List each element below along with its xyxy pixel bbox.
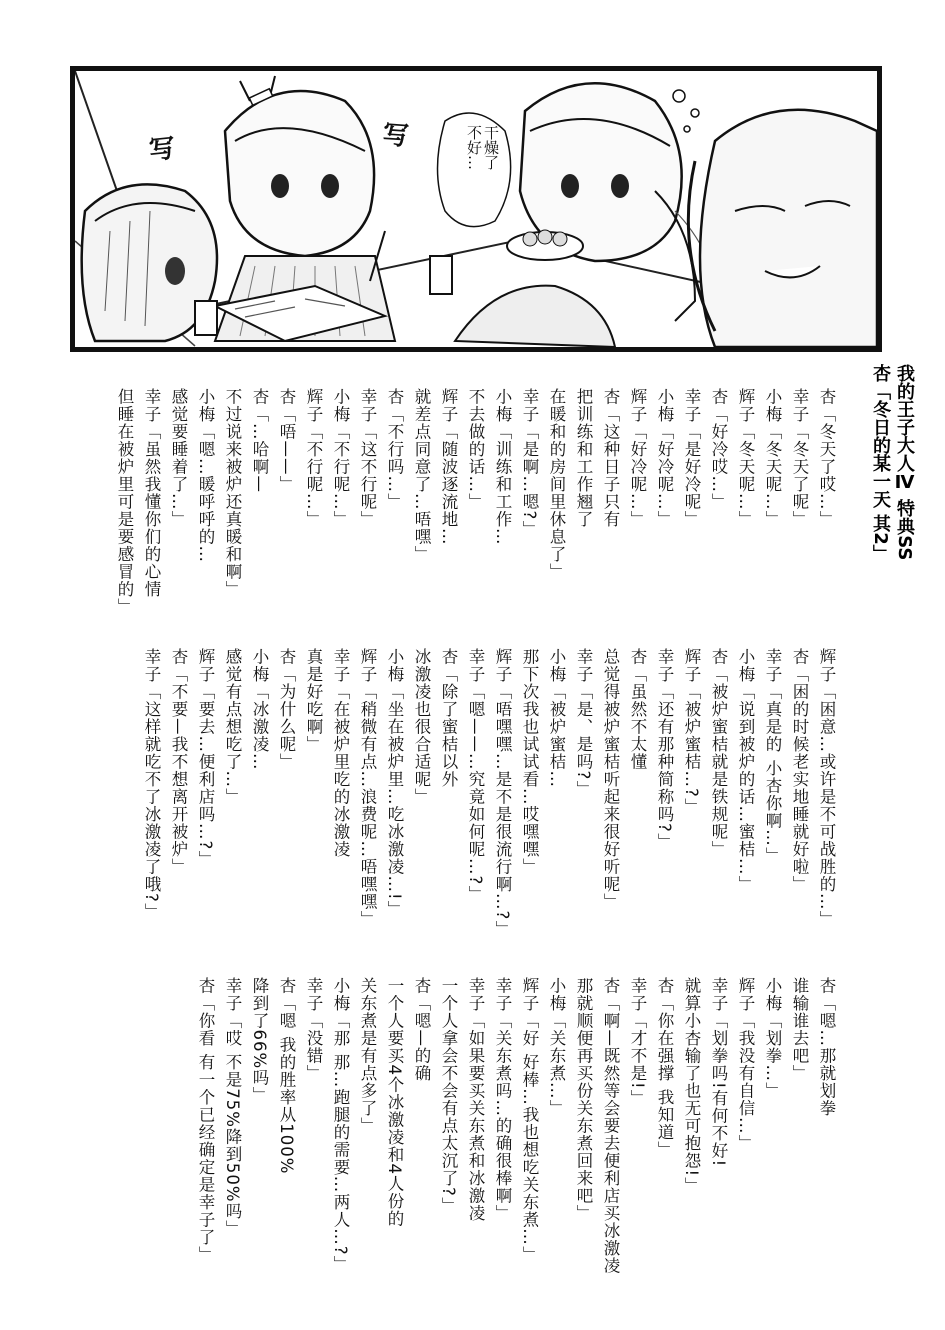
dialogue-line: 小梅「说到被炉的话…蜜桔…」 — [736, 648, 755, 893]
dialogue-line: 辉子「困意…或许是不可战胜的…」 — [817, 648, 836, 928]
dialogue-line: 杏「不要—我不想离开被炉」 — [169, 648, 188, 876]
dialogue-line: 辉子「稍微有点…浪费呢…唔嘿嘿」 — [358, 648, 377, 928]
dialogue-line: 感觉有点想吃了…」 — [223, 648, 242, 806]
dialogue-line: 一个人拿会不会有点太沉了?」 — [439, 977, 458, 1215]
dialogue-line: 辉子「好冷呢…」 — [628, 388, 647, 528]
dialogue-line: 幸子「虽然我懂你们的心情 — [142, 388, 161, 598]
dialogue-line: 那下次我也试试看…哎嘿嘿」 — [520, 648, 539, 876]
title-line-2: 杏「冬日的某一天 其2」 — [870, 364, 891, 563]
dialogue-line: 但睡在被炉里可是要感冒的」 — [115, 388, 134, 616]
dialogue-line: 幸子「真是的 小杏你啊…」 — [763, 648, 782, 865]
dialogue-line: 不去做的话…」 — [466, 388, 485, 511]
dialogue-line: 杏「困的时候老实地睡就好啦」 — [790, 648, 809, 893]
dialogue-line: 降到了66%吗」 — [250, 977, 269, 1105]
dialogue-line: 辉子「好 好棒…我也想吃关东煮…」 — [520, 977, 539, 1264]
script-block-2 — [138, 648, 840, 938]
dialogue-line: 把训练和工作翘了 — [574, 388, 593, 528]
dialogue-line: 杏「为什么呢」 — [277, 648, 296, 771]
sfx-writing-right: 写 — [381, 120, 409, 152]
dialogue-line: 辉子「被炉蜜桔…?」 — [682, 648, 701, 816]
dialogue-line: 就算小杏输了也无可抱怨!」 — [682, 977, 701, 1195]
dialogue-line: 杏「唔——」 — [277, 388, 296, 493]
dialogue-line: 杏「除了蜜桔以外 — [439, 648, 458, 788]
dialogue-line: 杏「嗯—的确 — [412, 977, 431, 1082]
dialogue-line: 幸子「这样就吃不了冰激凌了哦?」 — [142, 648, 161, 921]
dialogue-line: 杏「你在强撑 我知道」 — [655, 977, 674, 1159]
dialogue-line: 小梅「冬天呢…」 — [763, 388, 782, 528]
dialogue-line: 幸子「如果要买关东煮和冰激凌 — [466, 977, 485, 1222]
dialogue-line: 小梅「冰激凌… — [250, 648, 269, 771]
dialogue-line: 关东煮是有点多了」 — [358, 977, 377, 1135]
dialogue-line: 杏「…哈啊— — [250, 388, 269, 493]
dialogue-line: 小梅「关东煮…」 — [547, 977, 566, 1117]
dialogue-line: 幸子「是、是吗?」 — [574, 648, 593, 798]
illustration-panel — [70, 66, 882, 352]
dialogue-line: 杏「啊—既然等会要去便利店买冰激凌 — [601, 977, 620, 1275]
dialogue-line: 杏「不行吗…」 — [385, 388, 404, 511]
title-line-1: 我的王子大人Ⅳ 特典SS — [894, 364, 915, 561]
dialogue-line: 幸子「哎 不是75%降到50%吗」 — [223, 977, 242, 1238]
dialogue-line: 幸子「才不是!」 — [628, 977, 647, 1108]
dialogue-line: 杏「被炉蜜桔就是铁规呢」 — [709, 648, 728, 858]
script-block-1 — [111, 388, 840, 638]
dialogue-line: 小梅「坐在被炉里…吃冰激凌…!」 — [385, 648, 404, 919]
dialogue-line: 感觉要睡着了…」 — [169, 388, 188, 528]
dialogue-line: 就差点同意了…唔嘿」 — [412, 388, 431, 563]
dialogue-line: 辉子「随波逐流地… — [439, 388, 458, 546]
dialogue-line: 真是好吃啊」 — [304, 648, 323, 753]
page-title — [868, 364, 916, 584]
dialogue-line: 一个人要买4个冰激凌和4人份的 — [385, 977, 404, 1228]
dialogue-line: 小梅「训练和工作… — [493, 388, 512, 546]
dialogue-line: 幸子「划拳吗!有何不好! — [709, 977, 728, 1168]
dialogue-line: 谁输谁去吧」 — [790, 977, 809, 1082]
dialogue-line: 幸子「是啊…嗯?」 — [520, 388, 539, 538]
dialogue-line: 杏「虽然不太懂 — [628, 648, 647, 771]
dialogue-line: 辉子「唔嘿嘿…是不是很流行啊…?」 — [493, 648, 512, 938]
dialogue-line: 小梅「嗯…暖呼呼的… — [196, 388, 215, 563]
character-teruko-sketch — [673, 90, 877, 347]
script-block-3 — [192, 977, 840, 1277]
dialogue-line: 杏「冬天了哎…」 — [817, 388, 836, 528]
dialogue-line: 小梅「不行呢…」 — [331, 388, 350, 528]
dialogue-line: 杏「你看 有一个已经确定是幸子了」 — [196, 977, 215, 1264]
dialogue-line: 辉子「不行呢…」 — [304, 388, 323, 528]
illustration-drawing — [75, 71, 877, 347]
dialogue-line: 辉子「要去…便利店吗…?」 — [196, 648, 215, 868]
dialogue-line: 幸子「在被炉里吃的冰激凌 — [331, 648, 350, 858]
dialogue-line: 在暖和的房间里休息了」 — [547, 388, 566, 581]
dialogue-line: 杏「嗯 我的胜率从100% — [277, 977, 296, 1175]
sfx-writing-left: 写 — [147, 133, 176, 167]
dialogue-line: 小梅「那 那…跑腿的需要…两人…?」 — [331, 977, 350, 1274]
speech-bubble-text: 干燥了 不好… — [465, 125, 500, 170]
dialogue-line: 幸子「还有那种简称吗?」 — [655, 648, 674, 851]
dialogue-line: 幸子「冬天了呢」 — [790, 388, 809, 528]
dialogue-line: 幸子「没错」 — [304, 977, 323, 1082]
dialogue-line: 那就顺便再买份关东煮回来吧」 — [574, 977, 593, 1222]
dialogue-line: 小梅「划拳…」 — [763, 977, 782, 1100]
dialogue-line: 幸子「嗯——…究竟如何呢…?」 — [466, 648, 485, 903]
dialogue-line: 辉子「冬天呢…」 — [736, 388, 755, 528]
dialogue-line: 小梅「好冷呢…」 — [655, 388, 674, 528]
dialogue-line: 杏「这种日子只有 — [601, 388, 620, 528]
dialogue-line: 幸子「这不行呢」 — [358, 388, 377, 528]
dialogue-line: 小梅「被炉蜜桔… — [547, 648, 566, 788]
dialogue-line: 杏「好冷哎…」 — [709, 388, 728, 511]
dialogue-line: 幸子「是好冷呢」 — [682, 388, 701, 528]
dialogue-line: 冰激凌也很合适呢」 — [412, 648, 431, 806]
dialogue-line: 辉子「我没有自信…」 — [736, 977, 755, 1152]
dialogue-line: 幸子「关东煮吗…的确很棒啊」 — [493, 977, 512, 1222]
dialogue-line: 不过说来被炉还真暖和啊」 — [223, 388, 242, 598]
dialogue-line: 杏「嗯…那就划拳 — [817, 977, 836, 1117]
dialogue-line: 总觉得被炉蜜桔听起来很好听呢」 — [601, 648, 620, 911]
